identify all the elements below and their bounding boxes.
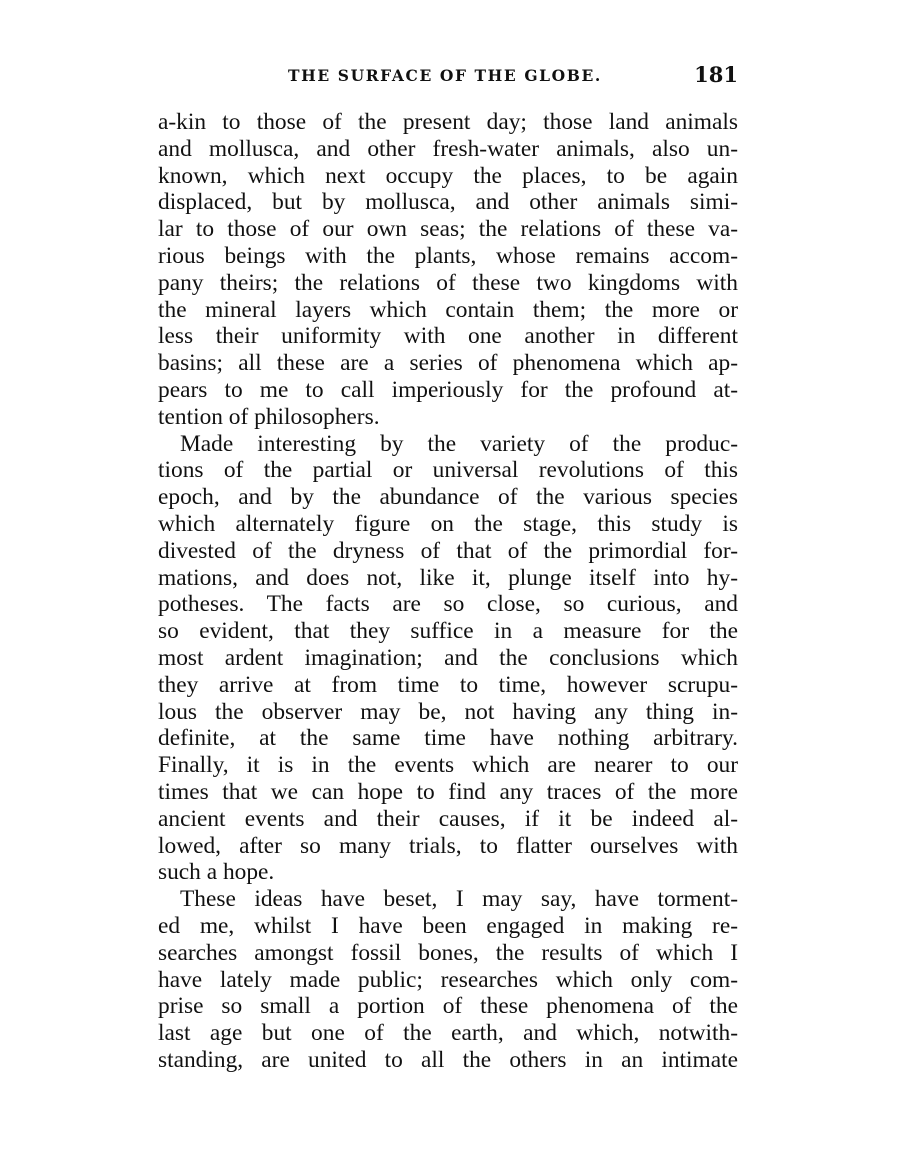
text-line: last age but one of the earth, and which, notwith-	[158, 1020, 738, 1047]
text-line: displaced, but by mollusca, and other animals simi-	[158, 189, 738, 216]
text-line: lar to those of our own seas; the relations of these va-	[158, 216, 738, 243]
text-line: pany theirs; the relations of these two kingdoms with	[158, 269, 738, 296]
text-line: the mineral layers which contain them; the more or	[158, 296, 738, 323]
text-line: prise so small a portion of these phenomena of the	[158, 993, 738, 1020]
text-line: These ideas have beset, I may say, have torment-	[180, 886, 738, 913]
text-line: basins; all these are a series of phenomena which ap-	[158, 350, 738, 377]
page-number: 181	[694, 62, 738, 87]
text-line: lous the observer may be, not having any thing in-	[158, 698, 738, 725]
text-line: ancient events and their causes, if it be indeed al-	[158, 805, 738, 832]
text-line: divested of the dryness of that of the primordial for-	[158, 537, 738, 564]
text-line: searches amongst fossil bones, the results of which I	[158, 939, 738, 966]
text-line: rious beings with the plants, whose remains accom-	[158, 242, 738, 269]
text-line: have lately made public; researches which only com-	[158, 966, 738, 993]
text-line: epoch, and by the abundance of the various species	[158, 484, 738, 511]
text-line: potheses. The facts are so close, so curious, and	[158, 591, 738, 618]
text-line: such a hope.	[158, 859, 275, 886]
text-line: ed me, whilst I have been engaged in making re-	[158, 912, 738, 939]
text-line: definite, at the same time have nothing arbitrary.	[158, 725, 738, 752]
text-line: less their uniformity with one another in different	[158, 323, 738, 350]
text-line: and mollusca, and other fresh-water animals, also un-	[158, 135, 738, 162]
body-text	[158, 109, 738, 1074]
text-line: tions of the partial or universal revolutions of this	[158, 457, 738, 484]
text-line: standing, are united to all the others in an intimate	[158, 1046, 738, 1073]
text-line: Made interesting by the variety of the produc-	[180, 430, 738, 457]
text-line: they arrive at from time to time, however scrupu-	[158, 671, 738, 698]
text-line: known, which next occupy the places, to be again	[158, 162, 738, 189]
text-line: mations, and does not, like it, plunge itself into hy-	[158, 564, 738, 591]
text-line: which alternately figure on the stage, this study is	[158, 510, 738, 537]
running-title: THE SURFACE OF THE GLOBE.	[288, 66, 602, 85]
text-line: times that we can hope to find any traces of the more	[158, 778, 738, 805]
text-line: most ardent imagination; and the conclusions which	[158, 644, 738, 671]
running-head	[158, 64, 738, 94]
text-line: pears to me to call imperiously for the profound at-	[158, 376, 738, 403]
text-line: so evident, that they suffice in a measure for the	[158, 618, 738, 645]
text-line: a-kin to those of the present day; those land animals	[158, 109, 738, 135]
text-line: lowed, after so many trials, to flatter ourselves with	[158, 832, 738, 859]
text-line: tention of philosophers.	[158, 403, 380, 430]
text-line: Finally, it is in the events which are nearer to our	[158, 752, 738, 779]
